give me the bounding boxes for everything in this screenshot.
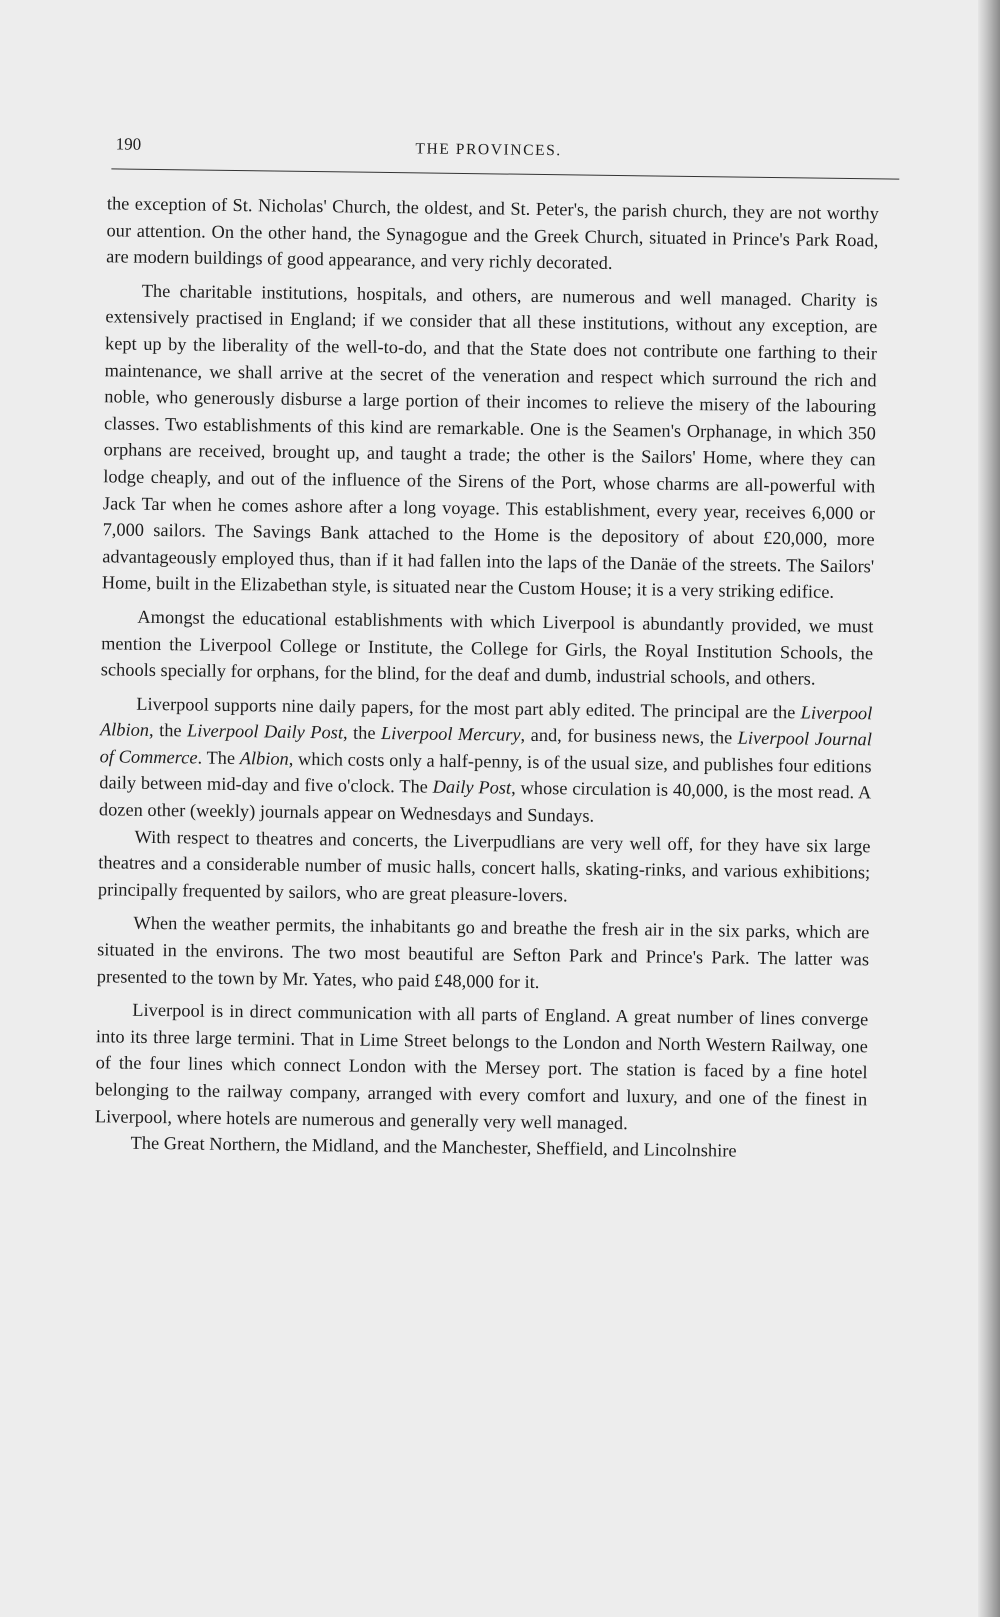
newspaper-title: Liverpool Albion bbox=[99, 702, 873, 741]
newspaper-title: Liverpool Mercury bbox=[380, 723, 521, 746]
text-run: , which costs only a half-penny, is of the usual size, and publishes four editions daily between mid-day and five o'clock. The bbox=[99, 748, 872, 798]
text-run: the exception of St. Nicholas' Church, the oldest, and St. Peter's, the parish church, they are not worthy our attention. On the other hand, the Synagogue and the Greek Church, situated in Prince's Park Road, are modern buildings of good appearance, and very richly decorated. bbox=[106, 193, 879, 274]
running-head bbox=[84, 120, 894, 165]
text-run: , and, for business news, the bbox=[520, 725, 738, 748]
paragraph-daily-papers bbox=[99, 690, 873, 833]
running-title: THE PROVINCES. bbox=[415, 140, 562, 160]
text-run: , the bbox=[148, 720, 188, 741]
text-run: Liverpool supports nine daily papers, for the most part ably edited. The principal are the bbox=[136, 693, 801, 723]
body-text bbox=[94, 190, 879, 1173]
paragraph-railways bbox=[95, 996, 869, 1139]
paragraph-educational-establishments bbox=[101, 603, 874, 693]
paragraph-continuation bbox=[106, 190, 879, 280]
text-run: , the bbox=[342, 722, 382, 744]
newspaper-title: Daily Post bbox=[432, 777, 512, 799]
text-run: The Great Northern, the Midland, and the Manchester, Sheffield, and Lincolnshire bbox=[130, 1132, 737, 1161]
paragraph-theatres bbox=[98, 823, 871, 913]
page-edge-shadow bbox=[978, 0, 1000, 1617]
text-run: Amongst the educational establishments with which Liverpool is abundantly provided, we must mention the Liverpool College or Institute, the College for Girls, the Royal Institution Schools, the schools specially for orphans, for the blind, for the deaf and dumb, industrial schools, and others. bbox=[100, 606, 874, 689]
text-run: With respect to theatres and concerts, the Liverpudlians are very well off, for they have six large theatres and a considerable number of music halls, concert halls, skating-rinks, and various exhibitions; principally frequented by sailors, who are great pleasure-lovers. bbox=[97, 826, 871, 906]
newspaper-title: Albion bbox=[239, 747, 289, 769]
printed-area bbox=[67, 120, 894, 1450]
paragraph-charitable-institutions bbox=[102, 277, 878, 606]
newspaper-title: Liverpool Daily Post bbox=[186, 720, 344, 743]
paragraph-parks bbox=[97, 910, 870, 1000]
header-rule bbox=[111, 168, 899, 179]
page-number: 190 bbox=[115, 134, 142, 154]
text-run: When the weather permits, the inhabitants go and breathe the fresh air in the six parks, which are situated in the environs. The two most beautiful are Sefton Park and Prince's Park. The latter was presented to the town by Mr. Yates, who paid £48,000 for it. bbox=[96, 913, 870, 992]
text-run: Liverpool is in direct communication with all parts of England. A great number of lines converge into its three large termini. That in Lime Street belongs to the London and North Western Railway, one of the four lines which connect London with the Mersey port. The station is faced by a fine hotel belonging to the railway company, arranged with every comfort and luxury, and one of the finest in Liverpool, where hotels are numerous and generally very well managed. bbox=[94, 999, 869, 1133]
newspaper-title: Liverpool Journal of Commerce bbox=[99, 727, 873, 768]
text-run: The charitable institutions, hospitals, and others, are numerous and well managed. Charity is extensively practised in England; if we consider that all these institutions, without any exception, are kept up by the liberality of the well-to-do, and that the State does not contribute one farthing to their maintenance, we shall arrive at the secret of the veneration and respect which surround the rich and noble, who generously disburse a large portion of their incomes to relieve the misery of the labouring classes. Two establishments of this kind are remarkable. One is the Seamen's Orphanage, in which 350 orphans are received, brought up, and taught a trade; the other is the Sailors' Home, where they can lodge cheaply, and out of the influence of the Sirens of the Port, whose charms are all-powerful with Jack Tar when he comes ashore after a long voyage. This establishment, every year, receives 6,000 or 7,000 sailors. The Savings Bank attached to the Home is the depository of about £20,000, more advantageously employed thus, than if it had fallen into the laps of the Danäe of the streets. The Sailors' Home, built in the Elizabethan style, is situated near the Custom House; it is a very striking edifice. bbox=[101, 280, 878, 603]
text-run: , whose circulation is 40,000, is the most read. A dozen other (weekly) journals appear on Wednesdays and Sundays. bbox=[98, 778, 872, 826]
text-run: . The bbox=[197, 747, 240, 768]
